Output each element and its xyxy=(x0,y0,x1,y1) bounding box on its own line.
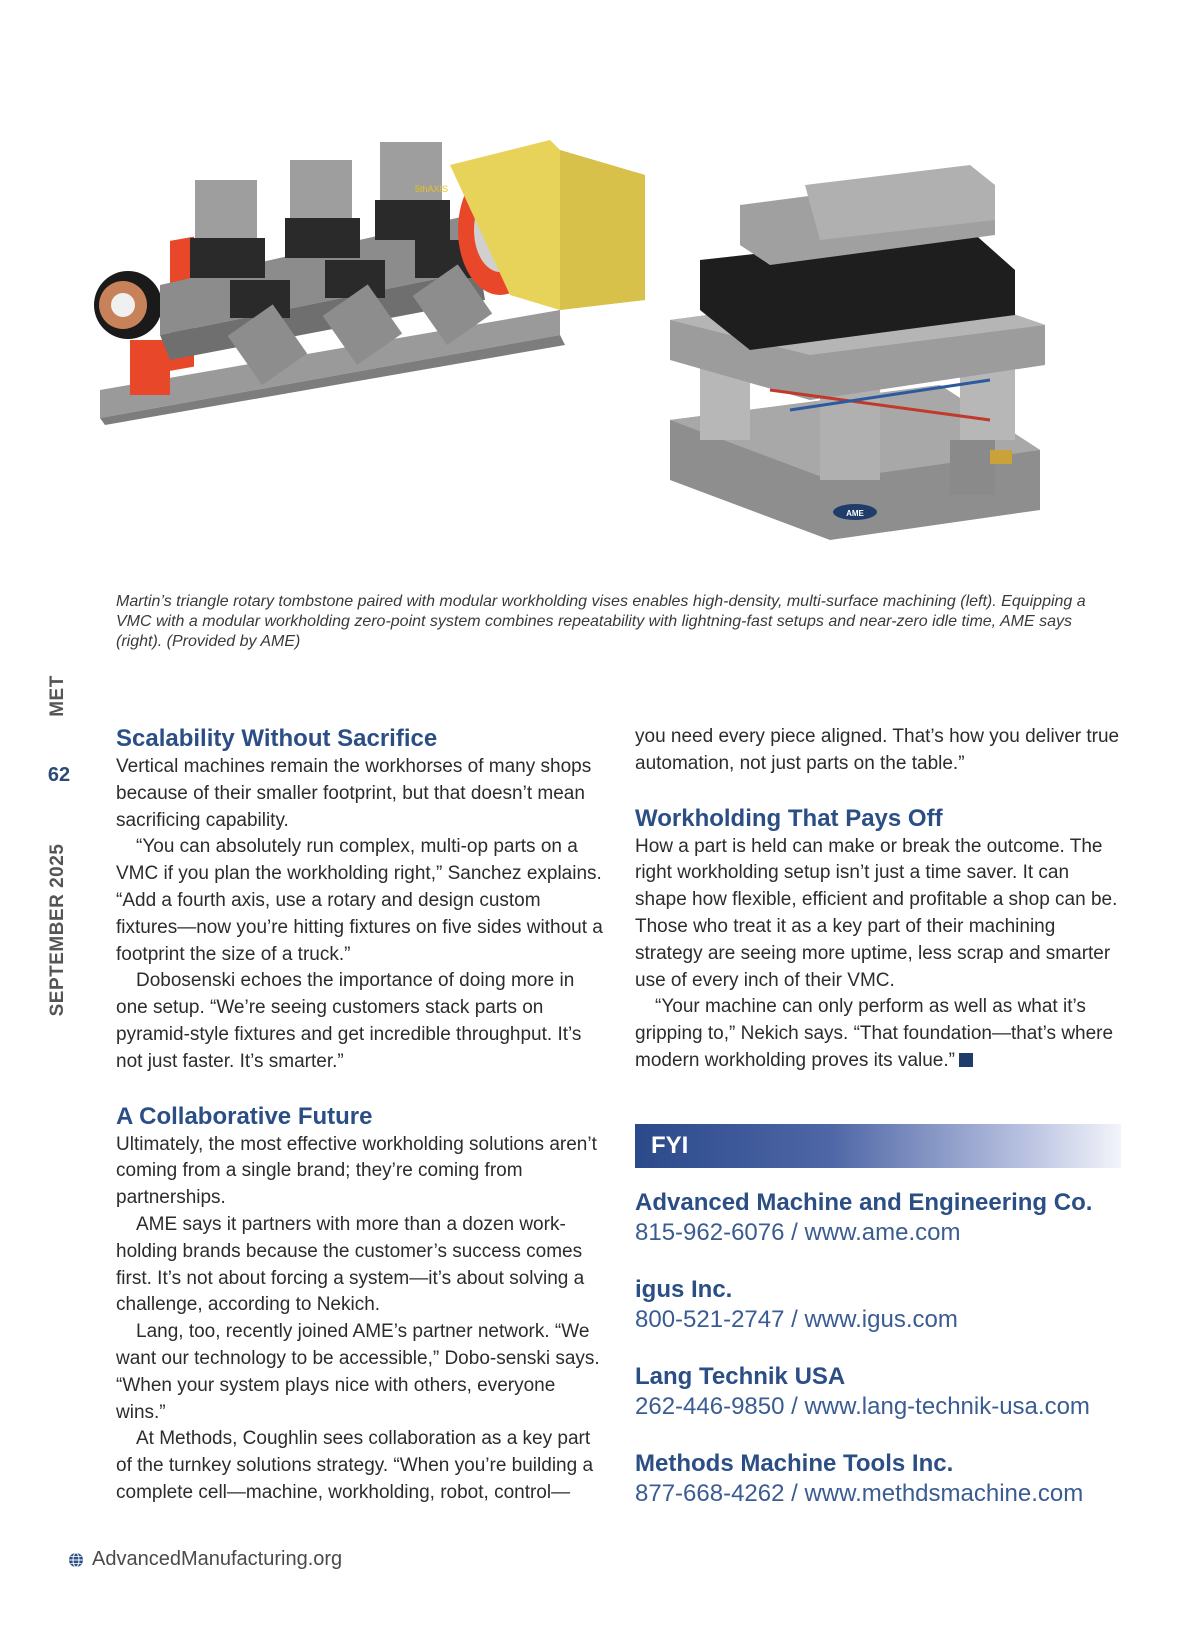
ame-logo: AME xyxy=(846,509,864,518)
globe-icon xyxy=(68,1552,84,1568)
fyi-label: FYI xyxy=(651,1132,689,1159)
photo-caption: Martin’s triangle rotary tombstone paired with modular workholding vises enables high-density, multi-surface machining (left). Equipping a VMC with a modular workholding zero-point system combines repeatability with lightning-fast setups and near-zero idle time, AME says (right). (Provided by AME) xyxy=(116,593,1086,650)
paragraph-continuation: you need every piece aligned. That’s how you deliver true automation, not just parts on the table.” xyxy=(635,726,1120,774)
paragraph: At Methods, Coughlin sees collaboration as a key part of the turnkey solutions strategy. “When you’re building a complete cell—machine, workholding, robot, control— xyxy=(116,1428,594,1503)
website-link[interactable]: AdvancedManufacturing.org xyxy=(92,1548,343,1570)
paragraph: AME says it partners with more than a dozen work-holding brands because the customer’s success comes first. It’s not about forcing a system—it’s about solving a challenge, according to Nekich. xyxy=(116,1213,585,1316)
paragraph: Dobosenski echoes the importance of doing more in one setup. “We’re seeing customers stack parts on pyramid-style fixtures and get incredible throughput. It’s not just faster. It’s smarter.” xyxy=(116,970,582,1072)
fyi-entry xyxy=(635,1362,1155,1449)
issue-date-label: SEPTEMBER 2025 xyxy=(47,843,68,1017)
zero-point-system-image xyxy=(670,165,1045,540)
right-column xyxy=(635,724,1125,1075)
company-contact[interactable]: 800-521-2747 / www.igus.com xyxy=(635,1306,958,1333)
paragraph: Ultimately, the most effective workholding solutions aren’t coming from a single brand; they’re coming from partnerships. xyxy=(116,1133,597,1209)
paragraph xyxy=(635,994,1125,1074)
fyi-list xyxy=(635,1188,1155,1536)
issue-date xyxy=(40,840,76,1020)
company-name: igus Inc. xyxy=(635,1276,733,1303)
magazine-brand-label: MET xyxy=(47,675,68,717)
company-contact[interactable]: 815-962-6076 / www.ame.com xyxy=(635,1219,961,1246)
paragraph: Lang, too, recently joined AME’s partner network. “We want our technology to be accessible,” Dobo-senski says. “When your system plays nice with others, everyone wins.” xyxy=(116,1321,600,1423)
magazine-brand xyxy=(40,668,76,724)
paragraph: Vertical machines remain the workhorses of many shops because of their smaller footprint, but that doesn’t mean sacrificing capability. xyxy=(116,756,592,831)
fyi-banner xyxy=(635,1124,1121,1168)
company-name: Methods Machine Tools Inc. xyxy=(635,1450,954,1477)
closing-quote: “Your machine can only perform as well as what it’s gripping to,” Nekich says. “That foundation—that’s where modern workholding proves its value.” xyxy=(635,996,1114,1071)
paragraph: “You can absolutely run complex, multi-op parts on a VMC if you plan the workholding right,” Sanchez explains. “Add a fourth axis, use a rotary and design custom fixtures—now you’re hitting fixtures on five sides without a footprint the size of a truck.” xyxy=(116,836,603,965)
footer xyxy=(68,1548,342,1571)
product-photos xyxy=(90,120,1150,560)
company-name: Lang Technik USA xyxy=(635,1363,846,1390)
fyi-entry xyxy=(635,1449,1155,1536)
rotary-tombstone-image xyxy=(94,140,645,425)
company-name: Advanced Machine and Engineering Co. xyxy=(635,1189,1093,1216)
left-column xyxy=(116,724,606,1507)
section-heading-scalability: Scalability Without Sacrifice xyxy=(116,725,438,752)
section-heading-workholding: Workholding That Pays Off xyxy=(635,804,943,832)
fyi-entry xyxy=(635,1275,1155,1362)
end-mark-icon xyxy=(959,1053,973,1067)
company-contact[interactable]: 262-446-9850 / www.lang-technik-usa.com xyxy=(635,1393,1090,1420)
section-heading-collaborative: A Collaborative Future xyxy=(116,1102,373,1130)
fyi-entry xyxy=(635,1188,1155,1275)
company-contact[interactable]: 877-668-4262 / www.methdsmachine.com xyxy=(635,1480,1084,1507)
page-number: 62 xyxy=(47,764,71,786)
vise-label: 5thAXIS xyxy=(415,184,449,194)
paragraph: How a part is held can make or break the outcome. The right workholding setup isn’t just a time saver. It can shape how flexible, efficient and profitable a shop can be. Those who treat it as a key part of their machining strategy are seeing more uptime, less scrap and smarter use of every inch of their VMC. xyxy=(635,835,1118,991)
